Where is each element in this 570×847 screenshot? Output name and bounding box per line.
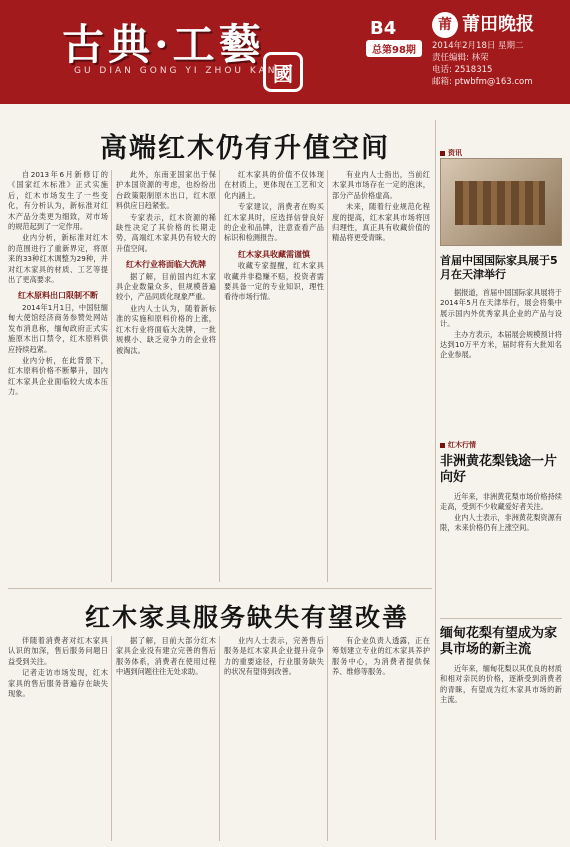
sidebar-text-1: 据报道，首届中国国际家具展将于2014年5月在天津举行，展会将集中展示国内外优秀家具企业的产品与设计。 主办方表示，本届展会规模预计将达到10万平方米，届时将有大批知名企业参展。 (440, 288, 562, 360)
sidebar-text-3: 近年来，缅甸花梨以其优良的材质和相对亲民的价格，逐渐受到消费者的青睐，有望成为红木家具市场的新主流。 (440, 664, 562, 705)
sidebar-headline-2: 非洲黄花梨钱途一片向好 (440, 454, 558, 485)
sidebar-headline-1: 首届中国国际家具展于5月在天津举行 (440, 254, 558, 281)
masthead-banner (0, 0, 570, 104)
subheading: 红木原料出口限制不断 (18, 291, 98, 301)
article-2-column-1: 伴随着消费者对红木家具认识的加深，售后服务问题日益受到关注。 记者走访市场发现，红木家具的售后服务普遍存在缺失现象。 (8, 636, 108, 699)
meta-date: 2014年2月18日 星期二 (432, 41, 524, 51)
article-1-column-4: 有业内人士指出，当前红木家具市场存在一定的泡沫，部分产品价格虚高。 未来，随着行业规范化程度的提高，红木家具市场将回归理性，真正具有收藏价值的精品将更受青睐。 (332, 170, 430, 243)
paper-logo-icon: 莆 (432, 12, 458, 38)
paper-name: 莆田晚报 (462, 14, 534, 35)
column-divider (111, 170, 112, 582)
sidebar-label-market: 红木行情 (440, 440, 476, 450)
article-1-column-2: 此外，东南亚国家出于保护本国资源的考虑，也纷纷出台政策限制原木出口，红木原料供应日趋紧张。 专家表示，红木资源的稀缺性决定了其价格的长期走势，高端红木家具仍有较大的升值空间。 红木行业将面临大洗牌 据了解，目前国内红木家具企业数量众多，但规模普遍较小，产品同质化现象严重。 业内人士认为，随着新标准的实施和原料价格的上涨，红木行业将面临大洗牌，一批规模小、缺乏竞争力的企业将被淘汰。 (116, 170, 216, 355)
issue-meta (432, 40, 533, 88)
sidebar-section-divider (440, 618, 562, 619)
column-divider (219, 636, 220, 841)
sidebar-divider (435, 120, 436, 840)
headline-article-1: 高端红木仍有升值空间 (100, 133, 390, 164)
sidebar-label-news: 资讯 (440, 148, 462, 158)
paper-logo (432, 10, 534, 38)
meta-phone: 电话: 2518315 (432, 65, 493, 75)
sidebar-headline-3: 缅甸花梨有望成为家具市场的新主流 (440, 626, 558, 657)
column-divider (327, 636, 328, 841)
headline-article-2: 红木家具服务缺失有望改善 (84, 603, 409, 632)
article-2-column-4: 有企业负责人透露，正在筹划建立专业的红木家具养护服务中心，为消费者提供保养、维修等服务。 (332, 636, 430, 677)
article-1-column-3: 红木家具的价值不仅体现在材质上，更体现在工艺和文化内涵上。 专家建议，消费者在购买红木家具时，应选择信誉良好的企业和品牌，注意查看产品标识和检测报告。 红木家具收藏需谨慎 收藏专家提醒，红木家具收藏并非稳赚不赔，投资者需要具备一定的专业知识，理性看待市场行情。 (224, 170, 324, 302)
article-1-column-1: 自2013年6月新修订的《国家红木标准》正式实施后，红木市场发生了一些变化，有分析认为，新标准对红木产品分类更为细致，对市场的规范起到了一定作用。 业内分析，新标准对红木的范围进行了重新界定，将原来的33种红木调整为29种，并对红木家具的材质、工艺等提出了更高要求。 红木原料出口限制不断 2014年1月1日，中国驻缅甸大使馆经济商务参赞处网站发布消息称，缅甸政府正式实施原木出口禁令，红木原料供应持续趋紧。 业内分析，在此背景下，红木原料价格不断攀升，国内红木家具企业面临较大成本压力。 (8, 170, 108, 397)
subheading: 红木家具收藏需谨慎 (238, 249, 310, 259)
column-title: 古典·工藝 (62, 20, 265, 69)
issue-total: 总第98期 (366, 40, 422, 57)
column-divider (111, 636, 112, 841)
article-2-column-3: 业内人士表示，完善售后服务是红木家具企业提升竞争力的重要途径，行业服务缺失的状况有望得到改善。 (224, 636, 324, 677)
section-divider (8, 588, 432, 589)
meta-editor: 责任编辑: 林荣 (432, 53, 489, 63)
meta-email: 邮箱: ptwbfm@163.com (432, 77, 533, 87)
column-divider (219, 170, 220, 582)
article-2-column-2: 据了解，目前大部分红木家具企业没有建立完善的售后服务体系，消费者在使用过程中遇到问题往往无处求助。 (116, 636, 216, 677)
page-code: B4 (370, 18, 397, 39)
seal-icon: 國 (263, 52, 303, 92)
sidebar-photo (440, 158, 562, 246)
sidebar-text-2: 近年来，非洲黄花梨市场价格持续走高，受到不少收藏爱好者关注。 业内人士表示，非洲黄花梨资源有限，未来价格仍有上涨空间。 (440, 492, 562, 533)
column-pinyin: GU DIAN GONG YI ZHOU KAN (74, 66, 278, 76)
subheading: 红木行业将面临大洗牌 (126, 260, 206, 270)
column-divider (327, 170, 328, 582)
